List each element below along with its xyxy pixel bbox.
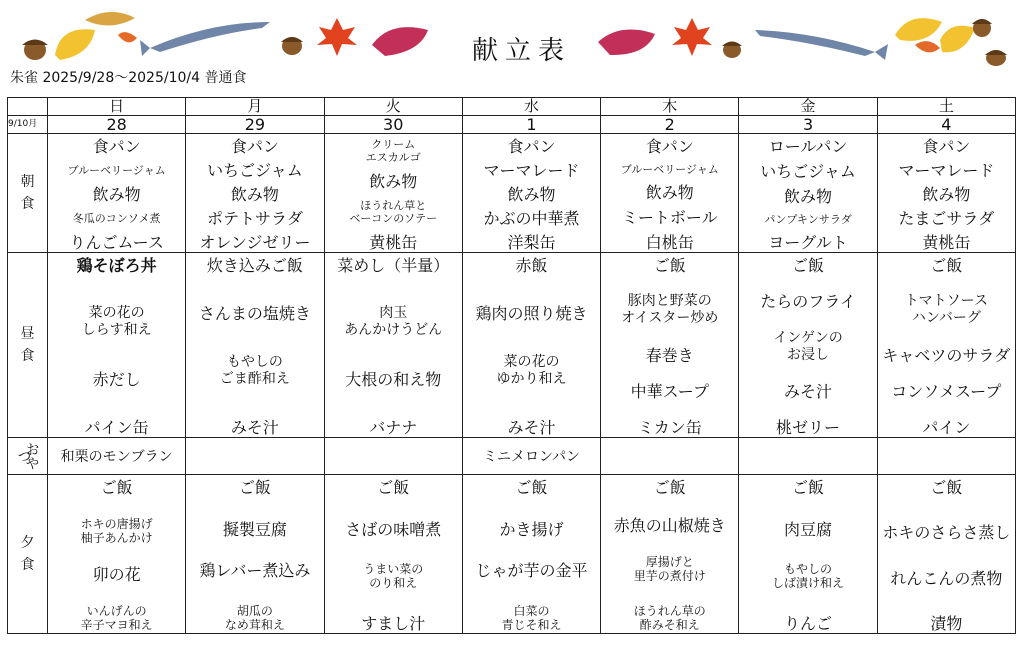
snack-cell: 和栗のモンブラン [48,438,186,475]
breakfast-cell [739,134,877,253]
dinner-item: ご飯 [377,478,410,497]
breakfast-item: 食パン [922,137,971,156]
acorn-icon [972,19,992,37]
dinner-item: ご飯 [515,478,548,497]
dinner-cell [462,475,600,634]
lunch-item: インゲンの お浸し [773,329,843,363]
menu-table [7,97,1016,634]
dinner-cell [186,475,324,634]
dinner-item: 胡瓜の なめ茸和え [224,603,285,632]
breakfast-item: かぶの中華煮 [483,209,580,228]
day-header: 水 [462,98,600,116]
dinner-item: さばの味噌煮 [345,519,442,539]
corner-cell [8,98,48,116]
breakfast-item: パンプキンサラダ [764,213,852,226]
date-header: 29 [186,116,324,134]
breakfast-cell [186,134,324,253]
lunch-item: みそ汁 [507,417,556,437]
date-header: 4 [877,116,1015,134]
lunch-item: バナナ [369,417,418,437]
lunch-item: トマトソース ハンバーグ [904,293,988,327]
lunch-item: もやしの ごま酢和え [219,353,290,387]
autumn-decoration-left [0,0,440,70]
day-header: 日 [48,98,186,116]
lunch-item: ミカン缶 [637,418,702,437]
dinner-item: ホキのさらさ蒸し [882,523,1011,543]
dinner-cell [324,475,462,634]
breakfast-cell [48,134,186,253]
breakfast-item: 飲み物 [230,185,279,204]
breakfast-item: 洋梨缶 [507,233,556,252]
breakfast-cell [877,134,1015,253]
lunch-item: パイン缶 [84,417,149,437]
breakfast-item: 食パン [507,137,556,156]
breakfast-item: マーマレード [483,161,580,180]
breakfast-item: クリーム エスカルゴ [365,138,421,164]
subtitle: 朱雀 2025/9/28〜2025/10/4 普通食 [10,70,247,86]
breakfast-item: たまごサラダ [898,209,995,228]
dinner-item: 卯の花 [92,565,141,584]
breakfast-item: 黄桃缶 [922,233,971,252]
meal-label-dinner: 夕 食 [8,475,48,634]
sweet-potato-icon [372,27,428,56]
ginkgo-leaf-icon [895,18,942,41]
meal-label-snack: おやつ [8,438,48,475]
dinner-cell [877,475,1015,634]
breakfast-item: 飲み物 [645,183,694,202]
breakfast-cell [601,134,739,253]
dinner-item: ほうれん草の 酢みそ和え [633,604,706,632]
lunch-item: 赤飯 [515,256,548,275]
breakfast-item: 飲み物 [507,185,556,204]
dinner-item: 白菜の 青じそ和え [501,603,562,632]
dinner-item: じゃが芋の金平 [475,561,588,581]
dinner-item: すまし汁 [361,613,426,633]
date-header: 3 [739,116,877,134]
dinner-item: れんこんの煮物 [890,568,1003,588]
leaf-icon [915,41,940,52]
lunch-cell [462,253,600,438]
snack-cell [739,438,877,475]
fish-icon [140,22,270,56]
lunch-cell [601,253,739,438]
acorn-icon [281,37,303,55]
date-header: 2 [601,116,739,134]
lunch-item: 豚肉と野菜の オイスター炒め [621,293,719,327]
breakfast-item: 食パン [230,137,279,156]
breakfast-item: 食パン [645,137,694,156]
lunch-item: 中華スープ [630,381,709,401]
date-header: 30 [324,116,462,134]
breakfast-item: マーマレード [898,161,995,180]
lunch-item: ご飯 [930,256,963,275]
lunch-item: たらのフライ [760,292,856,312]
date-header: 28 [48,116,186,134]
dinner-item: ご飯 [792,478,825,497]
lunch-cell [186,253,324,438]
dinner-item: ご飯 [100,478,133,497]
day-header: 火 [324,98,462,116]
dinner-item: ホキの唐揚げ 柚子あんかけ [80,517,153,545]
dinner-item: 漬物 [930,613,963,633]
dinner-item: 赤魚の山椒焼き [613,516,726,535]
dinner-item: もやしの しば漬け和え [772,562,845,591]
dinner-item: ご飯 [653,478,686,497]
date-header: 1 [462,116,600,134]
dinner-item: うまい菜の のり和え [363,562,424,591]
dinner-item: りんご [784,613,833,633]
dinner-cell [739,475,877,634]
lunch-item: ご飯 [653,256,686,275]
breakfast-item: 黄桃缶 [369,233,418,252]
meal-label-lunch: 昼 食 [8,253,48,438]
acorn-icon [722,42,742,59]
lunch-item: 菜めし（半量） [337,256,450,275]
dinner-item: 鶏レバー煮込み [199,561,311,581]
snack-cell: ミニメロンパン [462,438,600,475]
lunch-item: 春巻き [645,345,694,365]
lunch-cell [48,253,186,438]
day-header: 土 [877,98,1015,116]
autumn-decoration-right [590,0,1024,70]
day-header: 金 [739,98,877,116]
breakfast-item: ヨーグルト [768,233,848,252]
lunch-item: 菜の花の ゆかり和え [496,353,567,387]
lunch-cell [739,253,877,438]
breakfast-item: 食パン [92,137,141,156]
breakfast-item: 飲み物 [922,185,971,204]
ginkgo-leaf-icon [940,26,975,53]
breakfast-item: 飲み物 [784,187,833,206]
breakfast-cell [462,134,600,253]
maple-leaf-icon [672,18,712,56]
lunch-item: 炊き込みご飯 [206,256,303,275]
dinner-item: 肉豆腐 [784,519,833,539]
snack-cell [877,438,1015,475]
meal-label-breakfast: 朝 食 [8,134,48,253]
lunch-cell [877,253,1015,438]
snack-cell [186,438,324,475]
dinner-item: ご飯 [238,478,271,497]
breakfast-item: 飲み物 [369,172,418,191]
page-title: 献立表 [472,36,572,66]
acorn-icon [22,40,48,61]
breakfast-item: 白桃缶 [645,233,694,252]
breakfast-item: オレンジゼリー [199,233,311,252]
breakfast-item: いちごジャム [207,161,303,180]
leaf-icon [118,32,137,42]
breakfast-item: いちごジャム [760,162,856,181]
breakfast-item: ミートボール [621,208,718,227]
breakfast-item: りんごムース [69,233,164,252]
breakfast-item: 冬瓜のコンソメ煮 [72,212,161,225]
sweet-potato-icon [598,30,655,56]
acorn-icon [985,50,1007,66]
date-label: 9/10月 [8,116,48,134]
breakfast-item: ロールパン [768,137,848,156]
breakfast-cell [324,134,462,253]
lunch-item: パイン [922,418,971,437]
day-header: 月 [186,98,324,116]
lunch-item: みそ汁 [784,381,833,401]
lunch-item: キャベツのサラダ [882,345,1011,365]
lunch-cell [324,253,462,438]
dinner-item: 厚揚げと 里芋の煮付け [633,555,706,583]
breakfast-item: ポテトサラダ [207,209,303,228]
lunch-item: 鶏肉の照り焼き [475,304,588,324]
dinner-item: いんげんの 辛子マヨ和え [80,604,153,632]
dinner-item: ご飯 [930,478,963,497]
breakfast-item: ブルーベリージャム [67,164,166,177]
lunch-item: 赤だし [92,369,141,389]
ginkgo-leaf-icon [55,29,95,60]
day-header: 木 [601,98,739,116]
dinner-cell [48,475,186,634]
dinner-item: かき揚げ [499,519,564,539]
maple-leaf-icon [317,18,357,56]
dinner-cell [601,475,739,634]
lunch-item: 菜の花の しらす和え [81,305,152,339]
lunch-item: 大根の和え物 [345,369,442,389]
lunch-item: 桃ゼリー [776,418,841,437]
breakfast-item: 飲み物 [92,185,141,204]
lunch-item: コンソメスープ [891,381,1002,401]
snack-cell [324,438,462,475]
breakfast-item: ほうれん草と ベーコンのソテー [349,199,438,225]
lunch-item: みそ汁 [230,417,279,437]
lunch-item: ご飯 [792,256,825,275]
lunch-item: さんまの塩焼き [198,304,311,324]
lunch-item: 鶏そぼろ丼 [76,256,157,275]
leaf-icon [85,12,135,26]
lunch-item: 肉玉 あんかけうどん [344,305,443,339]
fish-icon [755,30,888,60]
snack-cell [601,438,739,475]
breakfast-item: ブルーベリージャム [620,163,719,176]
dinner-item: 擬製豆腐 [222,519,287,539]
